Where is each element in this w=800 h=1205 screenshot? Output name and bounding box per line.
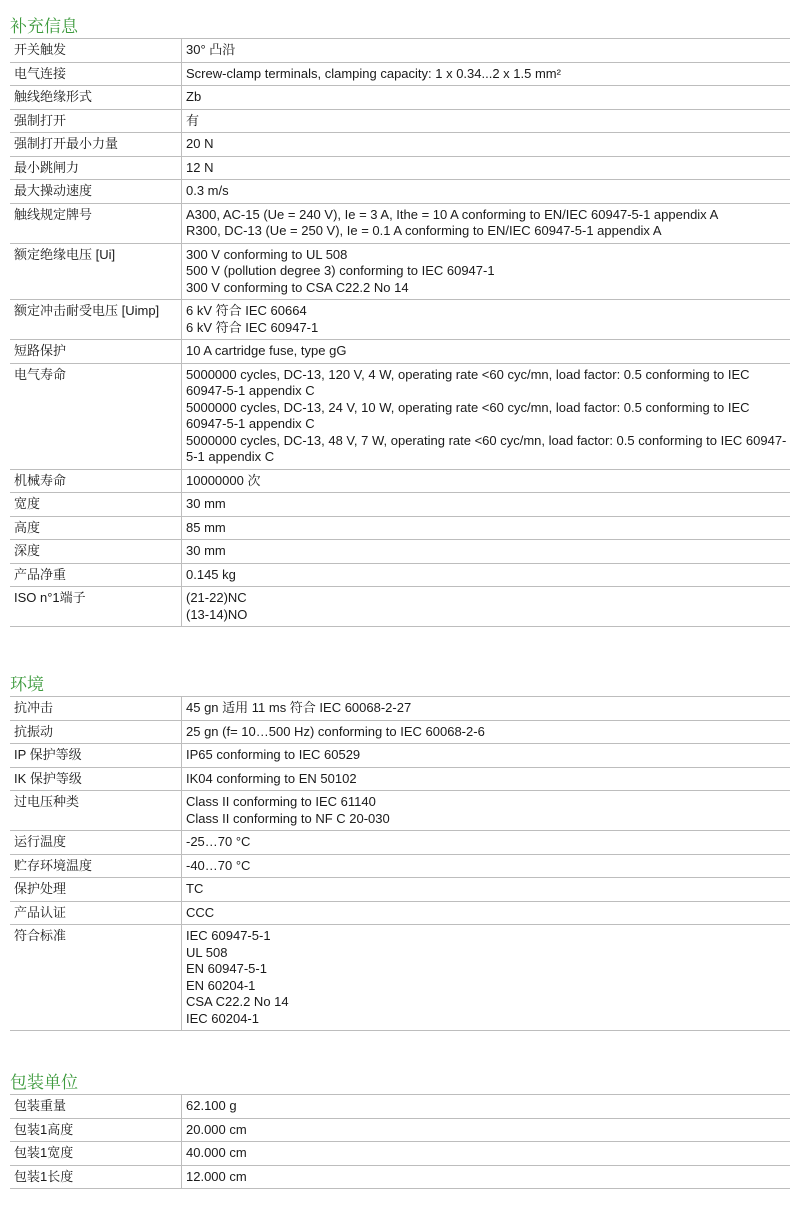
spec-value <box>182 1118 791 1142</box>
spec-row <box>10 203 790 243</box>
spec-table <box>10 1095 790 1189</box>
spec-value-line: 0.145 kg <box>186 566 236 582</box>
spec-value <box>182 156 791 180</box>
spec-value-line: 40.000 cm <box>186 1145 247 1160</box>
spec-row <box>10 1095 790 1118</box>
spec-value <box>182 831 791 855</box>
spec-label: 包装重量 <box>10 1095 182 1118</box>
spec-value-line: R300, DC-13 (Ue = 250 V), Ie = 0.1 A conforming to EN/IEC 60947-5-1 appendix A <box>186 223 662 238</box>
spec-table <box>10 39 790 627</box>
spec-row <box>10 540 790 564</box>
spec-value <box>182 203 791 243</box>
spec-label: 贮存环境温度 <box>10 854 182 878</box>
spec-label: 抗振动 <box>10 720 182 744</box>
spec-label: 深度 <box>10 540 182 564</box>
spec-label: 包装1长度 <box>10 1165 182 1189</box>
spec-value <box>182 878 791 902</box>
spec-value-line: IEC 60204-1 <box>186 1010 259 1026</box>
spec-row <box>10 901 790 925</box>
spec-row <box>10 1142 790 1166</box>
spec-value <box>182 516 791 540</box>
spec-value-line: 5000000 cycles, DC-13, 48 V, 7 W, operating rate <60 cyc/mn, load factor: 0.5 conforming to IEC 60947-5-1 appendix C <box>186 432 787 464</box>
section-title: 包装单位 <box>10 1072 790 1095</box>
spec-value <box>182 300 791 340</box>
spec-value <box>182 1142 791 1166</box>
spec-label: 开关触发 <box>10 39 182 62</box>
spec-label: 触线规定牌号 <box>10 203 182 243</box>
spec-value-line: 85 mm <box>186 519 226 535</box>
spec-value-line: 300 V conforming to CSA C22.2 No 14 <box>186 279 409 295</box>
spec-label: 产品认证 <box>10 901 182 925</box>
spec-label: 强制打开 <box>10 109 182 133</box>
spec-label: 过电压种类 <box>10 791 182 831</box>
spec-value-line: 30 mm <box>186 496 226 511</box>
spec-value-line: 有 <box>186 112 200 128</box>
spec-value-line: 5000000 cycles, DC-13, 120 V, 4 W, operating rate <60 cyc/mn, load factor: 0.5 conforming to IEC 60947-5-1 appendix C <box>186 366 750 398</box>
spec-value <box>182 493 791 517</box>
spec-label: 产品净重 <box>10 563 182 587</box>
spec-value-line: A300, AC-15 (Ue = 240 V), Ie = 3 A, Ithe = 10 A conforming to EN/IEC 60947-5-1 appendix A <box>186 206 719 222</box>
spec-row <box>10 516 790 540</box>
section-environment <box>10 674 790 1031</box>
spec-value-line: 300 V conforming to UL 508 <box>186 246 348 262</box>
spec-row <box>10 697 790 720</box>
spec-value-line: -25…70 °C <box>186 834 251 849</box>
spec-value <box>182 1165 791 1189</box>
spec-label: 运行温度 <box>10 831 182 855</box>
spec-label: IP 保护等级 <box>10 744 182 768</box>
spec-label: 最大操动速度 <box>10 180 182 204</box>
spec-row <box>10 243 790 300</box>
spec-row <box>10 767 790 791</box>
spec-value-line: 12.000 cm <box>186 1168 247 1184</box>
spec-value-line: 5000000 cycles, DC-13, 24 V, 10 W, operating rate <60 cyc/mn, load factor: 0.5 conforming to IEC 60947-5-1 appendix C <box>186 399 750 431</box>
spec-value-line: (21-22)NC <box>186 590 247 605</box>
spec-row <box>10 720 790 744</box>
spec-row <box>10 340 790 364</box>
section-packing-units <box>10 1072 790 1189</box>
spec-label: 宽度 <box>10 493 182 517</box>
spec-value <box>182 720 791 744</box>
spec-value <box>182 340 791 364</box>
spec-row <box>10 854 790 878</box>
spec-value <box>182 109 791 133</box>
spec-value <box>182 901 791 925</box>
spec-value <box>182 744 791 768</box>
spec-value-line: 6 kV 符合 IEC 60947-1 <box>186 319 319 335</box>
spec-label: 机械寿命 <box>10 469 182 493</box>
spec-row <box>10 39 790 62</box>
spec-value-line: IEC 60947-5-1 <box>186 928 271 943</box>
spec-row <box>10 831 790 855</box>
spec-value-line: 10 A cartridge fuse, type gG <box>186 343 347 358</box>
spec-value-line: -40…70 °C <box>186 857 251 873</box>
spec-value-line: 45 gn 适用 11 ms 符合 IEC 60068-2-27 <box>186 700 412 715</box>
spec-value <box>182 469 791 493</box>
spec-row <box>10 791 790 831</box>
spec-value <box>182 587 791 627</box>
spec-row <box>10 180 790 204</box>
spec-value <box>182 563 791 587</box>
spec-row <box>10 1118 790 1142</box>
spec-value-line: EN 60204-1 <box>186 977 256 993</box>
spec-value-line: 20.000 cm <box>186 1121 247 1137</box>
spec-value-line: CSA C22.2 No 14 <box>186 994 289 1009</box>
spec-value <box>182 86 791 110</box>
spec-value-line: 0.3 m/s <box>186 183 229 198</box>
spec-value <box>182 243 791 300</box>
spec-label: 抗冲击 <box>10 697 182 720</box>
spec-value-line: 62.100 g <box>186 1098 237 1113</box>
spec-value-line: Zb <box>186 89 202 104</box>
spec-value <box>182 363 791 469</box>
spec-value <box>182 925 791 1031</box>
spec-label: 触线绝缘形式 <box>10 86 182 110</box>
spec-table <box>10 697 790 1031</box>
spec-value <box>182 540 791 564</box>
spec-label: 包装1高度 <box>10 1118 182 1142</box>
spec-row <box>10 1165 790 1189</box>
spec-label: 额定绝缘电压 [Ui] <box>10 243 182 300</box>
spec-value-line: 30 mm <box>186 543 226 558</box>
spec-value <box>182 854 791 878</box>
spec-label: 符合标准 <box>10 925 182 1031</box>
spec-value <box>182 791 791 831</box>
spec-label: 保护处理 <box>10 878 182 902</box>
spec-value-line: IP65 conforming to IEC 60529 <box>186 747 361 762</box>
spec-label: 包装1宽度 <box>10 1142 182 1166</box>
spec-value-line: 25 gn (f= 10…500 Hz) conforming to IEC 60068-2-6 <box>186 723 485 739</box>
spec-value-line: (13-14)NO <box>186 606 248 622</box>
spec-label: 电气寿命 <box>10 363 182 469</box>
spec-value-line: CCC <box>186 904 215 920</box>
spec-row <box>10 62 790 86</box>
spec-value-line: IK04 conforming to EN 50102 <box>186 770 357 786</box>
spec-row <box>10 86 790 110</box>
spec-value <box>182 39 791 62</box>
spec-row <box>10 109 790 133</box>
spec-value <box>182 1095 791 1118</box>
spec-value-line: 20 N <box>186 136 214 151</box>
spec-label: 高度 <box>10 516 182 540</box>
spec-value-line: 30° 凸沿 <box>186 42 236 57</box>
spec-value-line: TC <box>186 881 204 896</box>
spec-value <box>182 697 791 720</box>
spec-label: 最小跳闸力 <box>10 156 182 180</box>
spec-value-line: 500 V (pollution degree 3) conforming to IEC 60947-1 <box>186 263 495 278</box>
spec-row <box>10 744 790 768</box>
spec-value-line: 12 N <box>186 159 214 175</box>
spec-value-line: EN 60947-5-1 <box>186 961 267 976</box>
spec-label: 额定冲击耐受电压 [Uimp] <box>10 300 182 340</box>
section-additional-info <box>10 16 790 627</box>
spec-row <box>10 300 790 340</box>
spec-label: 强制打开最小力量 <box>10 133 182 157</box>
spec-row <box>10 587 790 627</box>
spec-row <box>10 493 790 517</box>
section-title: 补充信息 <box>10 16 790 39</box>
spec-value-line: Screw-clamp terminals, clamping capacity: 1 x 0.34...2 x 1.5 mm² <box>186 65 561 81</box>
spec-row <box>10 363 790 469</box>
spec-row <box>10 133 790 157</box>
spec-label: 短路保护 <box>10 340 182 364</box>
spec-row <box>10 563 790 587</box>
spec-label: IK 保护等级 <box>10 767 182 791</box>
spec-value-line: 6 kV 符合 IEC 60664 <box>186 303 307 318</box>
spec-value <box>182 767 791 791</box>
spec-value-line: 10000000 次 <box>186 472 261 488</box>
spec-row <box>10 156 790 180</box>
spec-label: 电气连接 <box>10 62 182 86</box>
spec-row <box>10 878 790 902</box>
spec-label: ISO n°1端子 <box>10 587 182 627</box>
spec-value <box>182 133 791 157</box>
spec-value <box>182 180 791 204</box>
spec-value <box>182 62 791 86</box>
section-title: 环境 <box>10 674 790 697</box>
spec-value-line: Class II conforming to IEC 61140 <box>186 794 376 809</box>
spec-value-line: UL 508 <box>186 944 228 960</box>
spec-row <box>10 925 790 1031</box>
spec-value-line: Class II conforming to NF C 20-030 <box>186 810 390 826</box>
spec-row <box>10 469 790 493</box>
